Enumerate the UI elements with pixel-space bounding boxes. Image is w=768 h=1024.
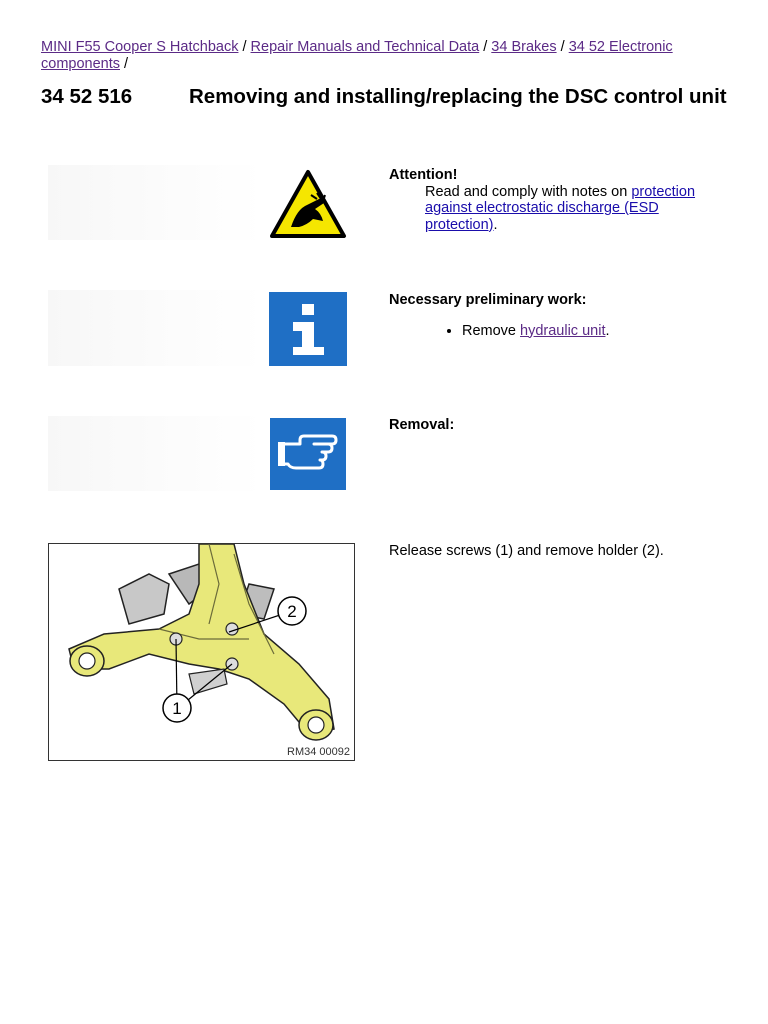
breadcrumb-separator: / <box>560 39 565 55</box>
attention-suffix: . <box>493 216 498 233</box>
breadcrumb-link-electronic[interactable]: 34 52 Electronic components <box>41 39 673 72</box>
attention-block <box>389 167 735 233</box>
removal-image-area <box>48 416 354 491</box>
figure-code: RM34 00092 <box>287 746 350 758</box>
page-title <box>41 85 741 109</box>
attention-prefix: Read and comply with notes on <box>425 183 632 200</box>
breadcrumb-link-manuals[interactable]: Repair Manuals and Technical Data <box>250 39 480 55</box>
breadcrumb-separator: / <box>483 39 488 55</box>
esd-warning-icon <box>269 169 347 239</box>
pointing-hand-icon <box>270 418 346 490</box>
preliminary-heading: Necessary preliminary work: <box>389 292 587 308</box>
callout-1: 1 <box>172 699 182 718</box>
list-item <box>462 323 729 340</box>
bullet-prefix: Remove <box>462 322 521 339</box>
preliminary-image-area <box>48 290 354 366</box>
release-instruction: Release screws (1) and remove holder (2). <box>389 543 664 559</box>
callout-2: 2 <box>287 602 297 621</box>
hydraulic-unit-link[interactable]: hydraulic unit <box>520 322 606 339</box>
holder-figure <box>48 543 355 761</box>
holder-illustration <box>49 544 354 760</box>
breadcrumb-link-model[interactable]: MINI F55 Cooper S Hatchback <box>41 39 239 55</box>
esd-protection-link[interactable]: protection against electrostatic discharge (ESD protection) <box>425 183 696 233</box>
attention-body <box>389 184 735 234</box>
repair-code: 34 52 516 <box>41 85 133 108</box>
preliminary-block <box>389 292 729 339</box>
title-text: Removing and installing/replacing the DSC control unit <box>189 85 727 108</box>
breadcrumb <box>41 39 741 73</box>
info-icon <box>269 292 347 366</box>
breadcrumb-separator: / <box>124 56 129 72</box>
breadcrumb-link-brakes[interactable]: 34 Brakes <box>491 39 557 55</box>
bullet-suffix: . <box>605 322 610 339</box>
breadcrumb-separator: / <box>242 39 247 55</box>
removal-heading: Removal: <box>389 417 455 433</box>
attention-image-area <box>48 165 354 240</box>
preliminary-list <box>389 323 729 340</box>
removal-block <box>389 417 454 434</box>
attention-heading: Attention! <box>389 167 458 183</box>
